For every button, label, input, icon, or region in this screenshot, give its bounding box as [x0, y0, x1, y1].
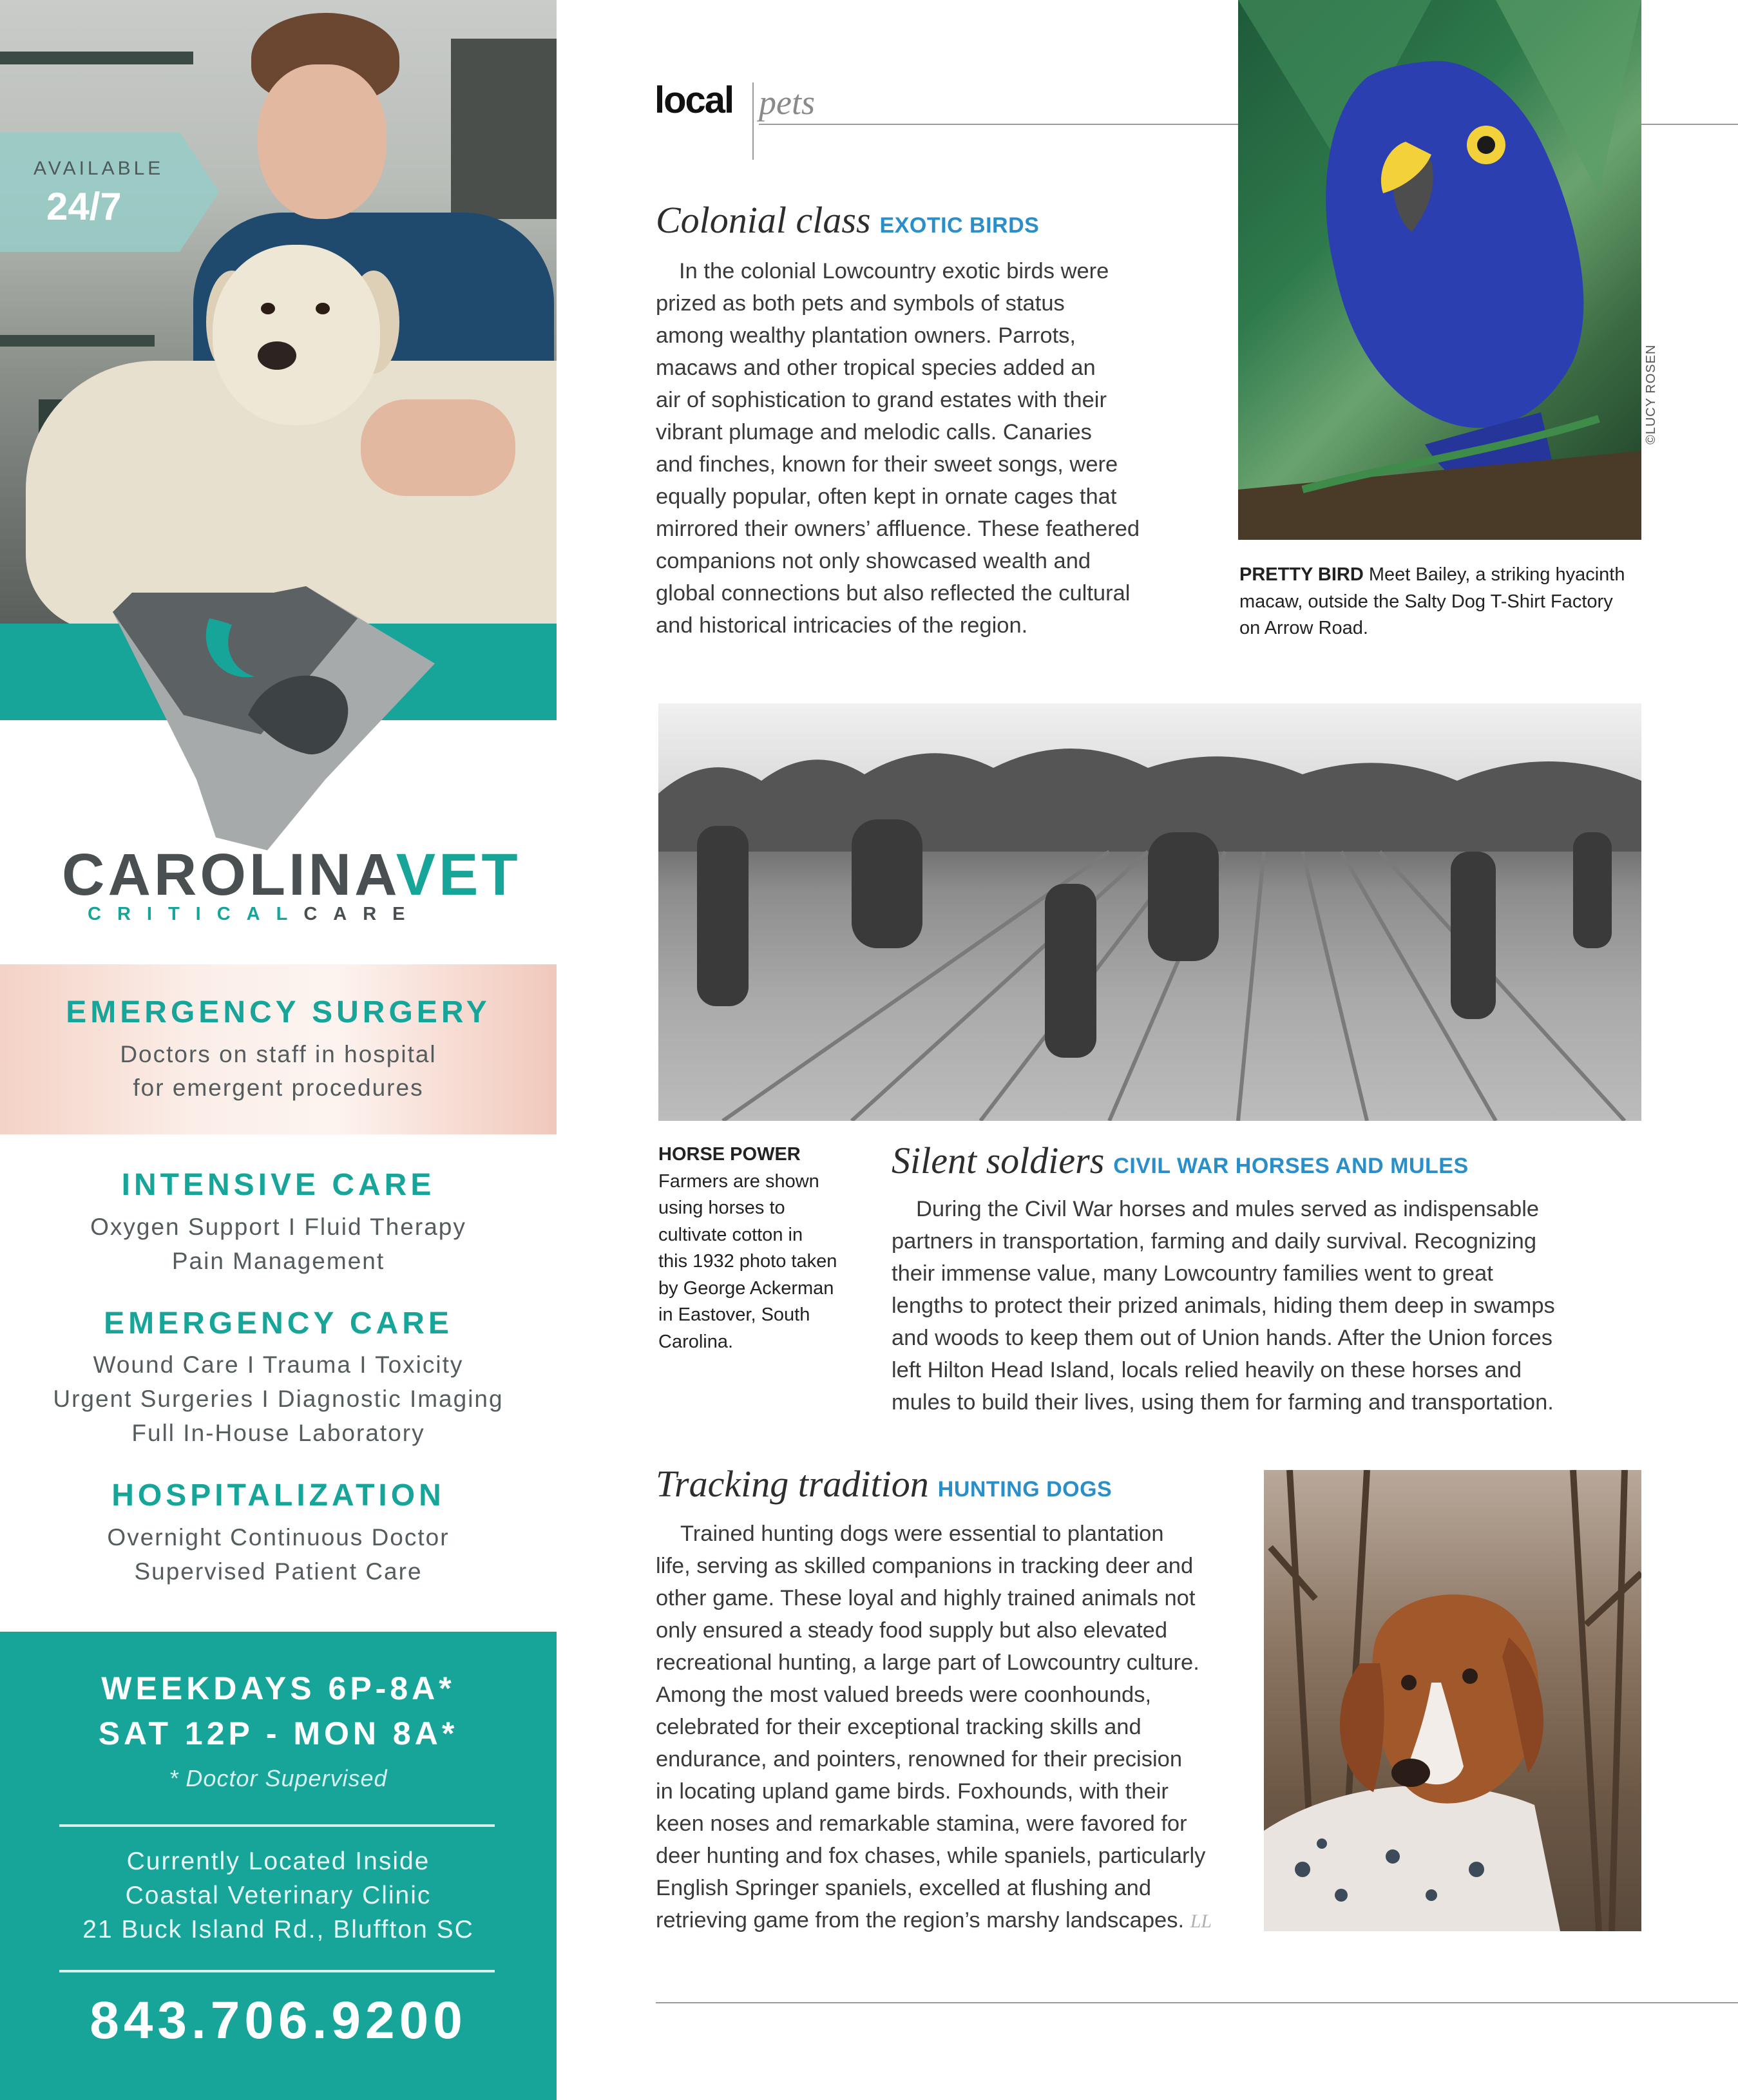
masthead-divider — [752, 82, 754, 160]
body-line: left Hilton Head Island, locals relied heavily on these horses and — [892, 1358, 1522, 1382]
article-kicker: HUNTING DOGS — [937, 1477, 1113, 1502]
vet-with-dog-photo — [0, 0, 557, 624]
service-title-emergency-surgery: EMERGENCY SURGERY — [66, 995, 491, 1029]
body-line: their immense value, many Lowcountry families went to great — [892, 1261, 1493, 1286]
body-line: recreational hunting, a large part of Lowcountry culture. — [656, 1650, 1199, 1675]
brand-name — [62, 841, 521, 909]
title-text: Tracking tradition — [656, 1463, 929, 1505]
caption-head: HORSE POWER — [658, 1144, 801, 1165]
caption-line: using horses to — [658, 1198, 785, 1218]
page-bottom-rule — [656, 2002, 1738, 2003]
photo-credit: ©LUCY ROSEN — [1644, 344, 1658, 444]
body-line: other game. These loyal and highly trained animals not — [656, 1586, 1196, 1610]
caption-line: Farmers are shown — [658, 1170, 819, 1192]
body-line: companions not only showcased wealth and — [656, 549, 1091, 573]
body-line — [656, 1908, 1212, 1933]
dog-eye — [316, 303, 330, 314]
caption-line: by George Ackerman — [658, 1277, 834, 1299]
service-line: Urgent Surgeries I Diagnostic Imaging — [53, 1386, 504, 1412]
hound-illustration — [1264, 1470, 1641, 1931]
dog-nose — [258, 341, 296, 370]
hunting-hound-photo — [1264, 1470, 1641, 1931]
clinic-equipment — [451, 39, 557, 219]
service-line: Wound Care I Trauma I Toxicity — [93, 1351, 464, 1378]
end-mark: LL — [1190, 1911, 1212, 1932]
service-line: Full In-House Laboratory — [131, 1420, 425, 1446]
body-line: among wealthy plantation owners. Parrots, — [656, 323, 1076, 348]
body-text: retrieving game from the region’s marshy landscapes. — [656, 1908, 1185, 1933]
service-title-hospitalization: HOSPITALIZATION — [111, 1478, 445, 1513]
service-line: Overnight Continuous Doctor — [107, 1524, 450, 1551]
body-line: vibrant plumage and melodic calls. Canaries — [656, 420, 1092, 444]
vet-face — [258, 64, 387, 219]
brand-sub-part2: CARE — [303, 904, 421, 924]
body-line: keen noses and remarkable stamina, were favored for — [656, 1811, 1187, 1836]
body-line: and historical intricacies of the region. — [656, 613, 1028, 638]
available-value: 24/7 — [46, 185, 122, 228]
location-address: 21 Buck Island Rd., Bluffton SC — [82, 1916, 474, 1943]
caption-pretty-bird — [1239, 562, 1639, 642]
body-line: lengths to protect their prized animals, hiding them deep in swamps — [892, 1293, 1555, 1318]
body-line: partners in transportation, farming and daily survival. Recognizing — [892, 1229, 1537, 1254]
masthead-rule — [1641, 124, 1738, 125]
location-line: Coastal Veterinary Clinic — [125, 1882, 432, 1909]
title-text: Colonial class — [656, 199, 871, 241]
body-line: Among the most valued breeds were coonhounds, — [656, 1683, 1152, 1707]
caption-line: cultivate cotton in — [658, 1224, 803, 1245]
service-title-emergency-care: EMERGENCY CARE — [104, 1306, 453, 1341]
caption-text: Meet Bailey, a striking hyacinth — [1368, 564, 1625, 585]
masthead-rule — [759, 124, 1238, 125]
brand-part1: CAROLINA — [62, 842, 396, 908]
phone-number[interactable]: 843.706.9200 — [90, 1991, 467, 2050]
body-line: mirrored their owners’ affluence. These feathered — [656, 517, 1140, 541]
body-line: endurance, and pointers, renowned for their precision — [656, 1747, 1182, 1771]
divider — [59, 1970, 495, 1972]
article-kicker: CIVIL WAR HORSES AND MULES — [1113, 1154, 1469, 1178]
caption-line: this 1932 photo taken — [658, 1251, 837, 1272]
caption-line: in Eastover, South — [658, 1304, 810, 1325]
title-text: Silent soldiers — [892, 1140, 1105, 1181]
service-title-intensive-care: INTENSIVE CARE — [121, 1168, 435, 1202]
body-line: macaws and other tropical species added an — [656, 356, 1096, 380]
field-illustration — [658, 703, 1641, 1121]
service-line: Doctors on staff in hospital — [120, 1041, 437, 1067]
available-label: AVAILABLE — [33, 158, 164, 179]
south-carolina-logo-icon — [113, 567, 435, 850]
caption-line — [1239, 562, 1639, 589]
clinic-shelf — [0, 52, 193, 64]
vet-hands — [361, 399, 515, 496]
body-line: air of sophistication to grand estates with their — [656, 388, 1107, 412]
dog-eye — [261, 303, 275, 314]
article-title-colonial — [656, 198, 1039, 242]
cotton-field-1932-photo — [658, 703, 1641, 1121]
hours-weekdays: WEEKDAYS 6P-8A* — [101, 1670, 455, 1706]
body-line: in locating upland game birds. Foxhounds, with their — [656, 1779, 1169, 1804]
hours-weekend: SAT 12P - MON 8A* — [98, 1715, 459, 1752]
body-line: deer hunting and fox chases, while spaniels, particularly — [656, 1844, 1206, 1868]
divider — [59, 1824, 495, 1827]
article-title-silent — [892, 1139, 1469, 1182]
location-line: Currently Located Inside — [126, 1847, 430, 1875]
body-line: During the Civil War horses and mules served as indispensable — [916, 1197, 1540, 1221]
dog-head — [213, 245, 380, 425]
carolinavet-advertisement — [0, 0, 557, 2100]
body-line: and woods to keep them out of Union hands. After the Union forces — [892, 1326, 1553, 1350]
brand-sub-part1: CRITICAL — [88, 904, 304, 924]
caption-head: PRETTY BIRD — [1239, 564, 1364, 585]
brand-part2: VET — [396, 842, 521, 908]
body-line: global connections but also reflected the cultural — [656, 581, 1131, 606]
body-line: prized as both pets and symbols of status — [656, 291, 1065, 316]
body-line: life, serving as skilled companions in tracking deer and — [656, 1554, 1194, 1578]
doctor-supervised-note: * Doctor Supervised — [169, 1765, 388, 1791]
body-line: Trained hunting dogs were essential to plantation — [680, 1522, 1164, 1546]
article-title-tracking — [656, 1462, 1112, 1505]
body-line: mules to build their lives, using them for farming and transportation. — [892, 1390, 1554, 1415]
body-line: In the colonial Lowcountry exotic birds were — [679, 259, 1109, 283]
service-line: Supervised Patient Care — [134, 1558, 423, 1585]
body-line: equally popular, often kept in ornate cages that — [656, 484, 1117, 509]
body-line: English Springer spaniels, excelled at flushing and — [656, 1876, 1152, 1900]
masthead-subsection: pets — [759, 83, 815, 122]
masthead-section: local — [654, 79, 734, 121]
article-kicker: EXOTIC BIRDS — [879, 213, 1040, 238]
body-line: celebrated for their exceptional tracking skills and — [656, 1715, 1141, 1739]
caption-line: on Arrow Road. — [1239, 618, 1368, 638]
caption-horse-power — [658, 1141, 845, 1355]
service-line: for emergent procedures — [133, 1074, 424, 1101]
body-line: and finches, known for their sweet songs, were — [656, 452, 1118, 477]
brand-subtitle — [88, 904, 421, 925]
service-line: Oxygen Support I Fluid Therapy — [90, 1214, 466, 1240]
body-line: only ensured a steady food supply but also elevated — [656, 1618, 1168, 1643]
macaw-illustration — [1238, 0, 1641, 540]
caption-line: macaw, outside the Salty Dog T-Shirt Factory — [1239, 591, 1613, 612]
hyacinth-macaw-photo — [1238, 0, 1641, 540]
clinic-shelf — [0, 335, 155, 347]
service-line: Pain Management — [171, 1248, 385, 1274]
caption-line: Carolina. — [658, 1331, 734, 1352]
